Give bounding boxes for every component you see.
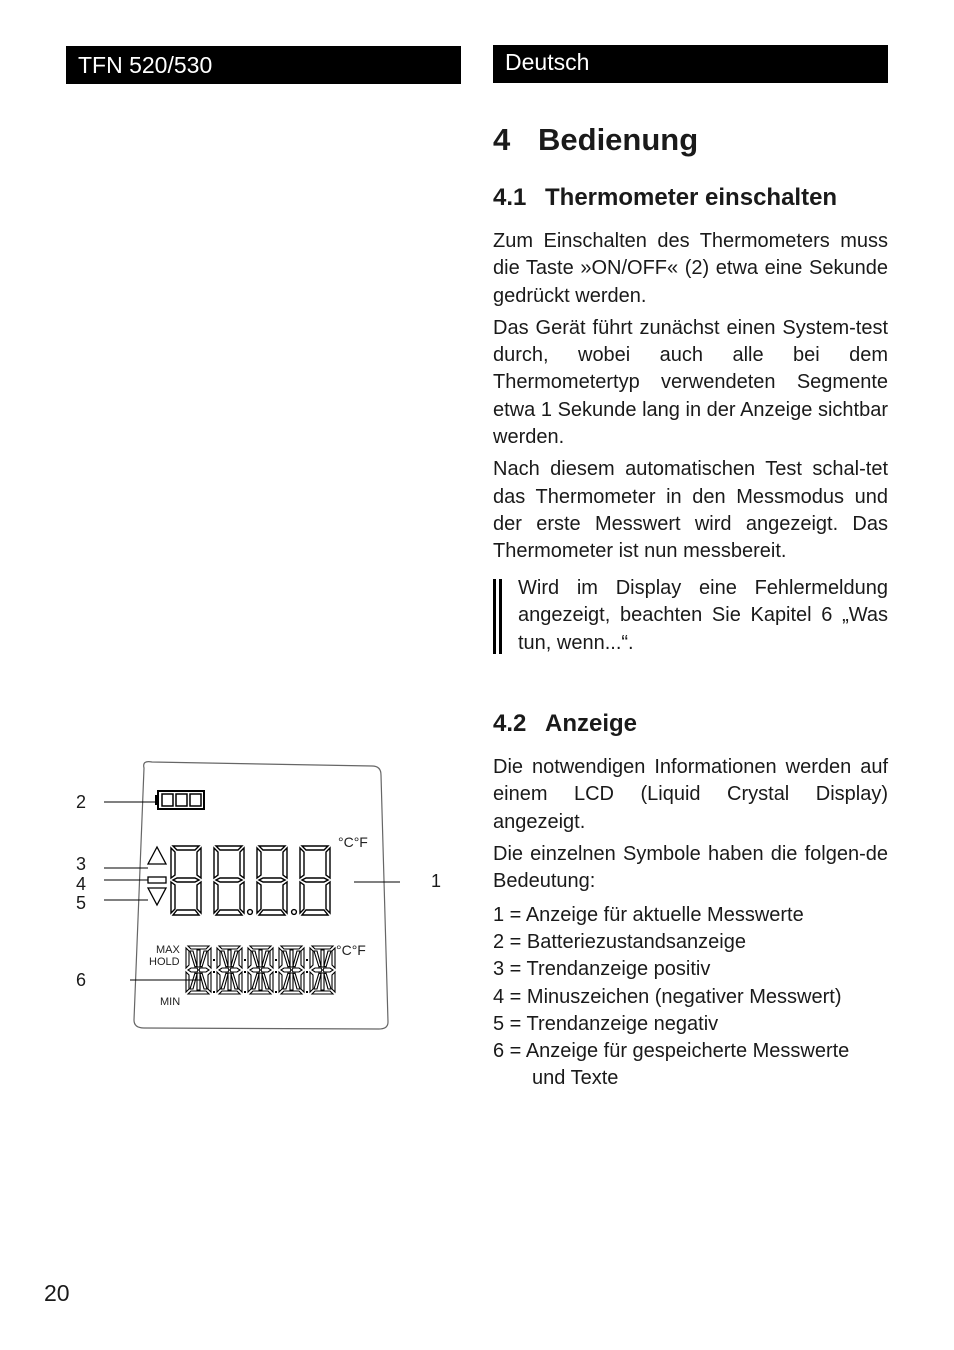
minus-sign-icon — [148, 877, 166, 883]
hold-label: HOLD — [149, 956, 180, 968]
trend-down-icon — [148, 888, 166, 905]
decimal-point — [248, 910, 253, 915]
main-digit — [257, 846, 287, 915]
unit-label-bottom: °C°F — [336, 942, 366, 958]
chapter-number: 4 — [493, 122, 511, 157]
section-1-paragraph: Das Gerät führt zunächst einen System-test durch, wobei auch alle bei dem Thermometertyp verwendeten Segmente etwa 1 Sekunde lang in der Anzeige sichtbar werden. — [493, 316, 888, 449]
section-2-paragraph: Die einzelnen Symbole haben die folgen-de Bedeutung: — [493, 842, 888, 893]
section-1-title — [493, 184, 837, 212]
note-marker-bar — [499, 579, 502, 654]
callout-1: 1 — [431, 871, 442, 891]
list-item: 4 = Minuszeichen (negativer Messwert) — [493, 985, 842, 1008]
page-number: 20 — [44, 1280, 70, 1306]
secondary-digits — [186, 946, 335, 994]
min-label: MIN — [160, 996, 181, 1008]
main-digits — [171, 846, 330, 915]
note-text: Wird im Display eine Fehlermeldung angezeigt, beachten Sie Kapitel 6 „Was tun, wenn...“. — [518, 577, 888, 654]
callout-3: 3 — [76, 854, 87, 874]
unit-label-top: °C°F — [338, 834, 368, 850]
header-model: TFN 520/530 — [78, 52, 213, 78]
section-1-paragraph: Nach diesem automatischen Test schal-tet das Thermometer in den Messmodus und der erste Messwert wird angezeigt. Das Thermometer ist nun messbereit. — [493, 458, 888, 563]
list-item: 6 = Anzeige für gespeicherte Messwerte — [493, 1040, 850, 1063]
header-language: Deutsch — [505, 49, 590, 75]
list-item: 3 = Trendanzeige positiv — [493, 958, 711, 981]
battery-icon — [155, 791, 204, 809]
callout-5: 5 — [76, 893, 87, 913]
main-digit — [171, 846, 201, 915]
list-item-continuation: und Texte — [532, 1067, 619, 1090]
note-marker-bar — [493, 579, 496, 654]
section-1-paragraph: Zum Einschalten des Thermometers muss die Taste »ON/OFF« (2) etwa eine Sekunde gedrückt werden. — [493, 230, 888, 307]
section-2-body — [493, 754, 888, 895]
symbol-list — [493, 902, 893, 1092]
secondary-digit — [279, 946, 304, 994]
section-1-number: 4.1 — [493, 184, 527, 211]
list-item: 1 = Anzeige für aktuelle Messwerte — [493, 904, 804, 926]
section-2-title-text: Anzeige — [545, 710, 638, 737]
header-model-bar — [66, 46, 461, 84]
trend-up-icon — [148, 847, 166, 864]
section-1-title-text: Thermometer einschalten — [545, 184, 838, 211]
secondary-digit — [310, 946, 335, 994]
list-item: 2 = Batteriezustandsanzeige — [493, 931, 746, 954]
main-digit — [300, 846, 330, 915]
callout-2: 2 — [76, 792, 87, 812]
section-2-number: 4.2 — [493, 710, 527, 737]
header-language-bar — [493, 45, 888, 83]
warning-note — [493, 575, 888, 657]
chapter-title-text: Bedienung — [538, 122, 699, 157]
decimal-point — [292, 910, 297, 915]
secondary-digit — [217, 946, 242, 994]
chapter-title — [493, 122, 698, 158]
lcd-display-figure — [60, 760, 400, 1035]
callout-4: 4 — [76, 874, 87, 894]
list-item: 5 = Trendanzeige negativ — [493, 1012, 719, 1035]
secondary-digit — [186, 946, 211, 994]
section-2-paragraph: Die notwendigen Informationen werden auf einem LCD (Liquid Crystal Display) angezeigt. — [493, 756, 888, 833]
section-1-body — [493, 228, 888, 566]
max-label: MAX — [156, 944, 180, 956]
section-2-title — [493, 710, 637, 738]
callout-6: 6 — [76, 970, 87, 990]
secondary-digit — [248, 946, 273, 994]
main-digit — [214, 846, 244, 915]
